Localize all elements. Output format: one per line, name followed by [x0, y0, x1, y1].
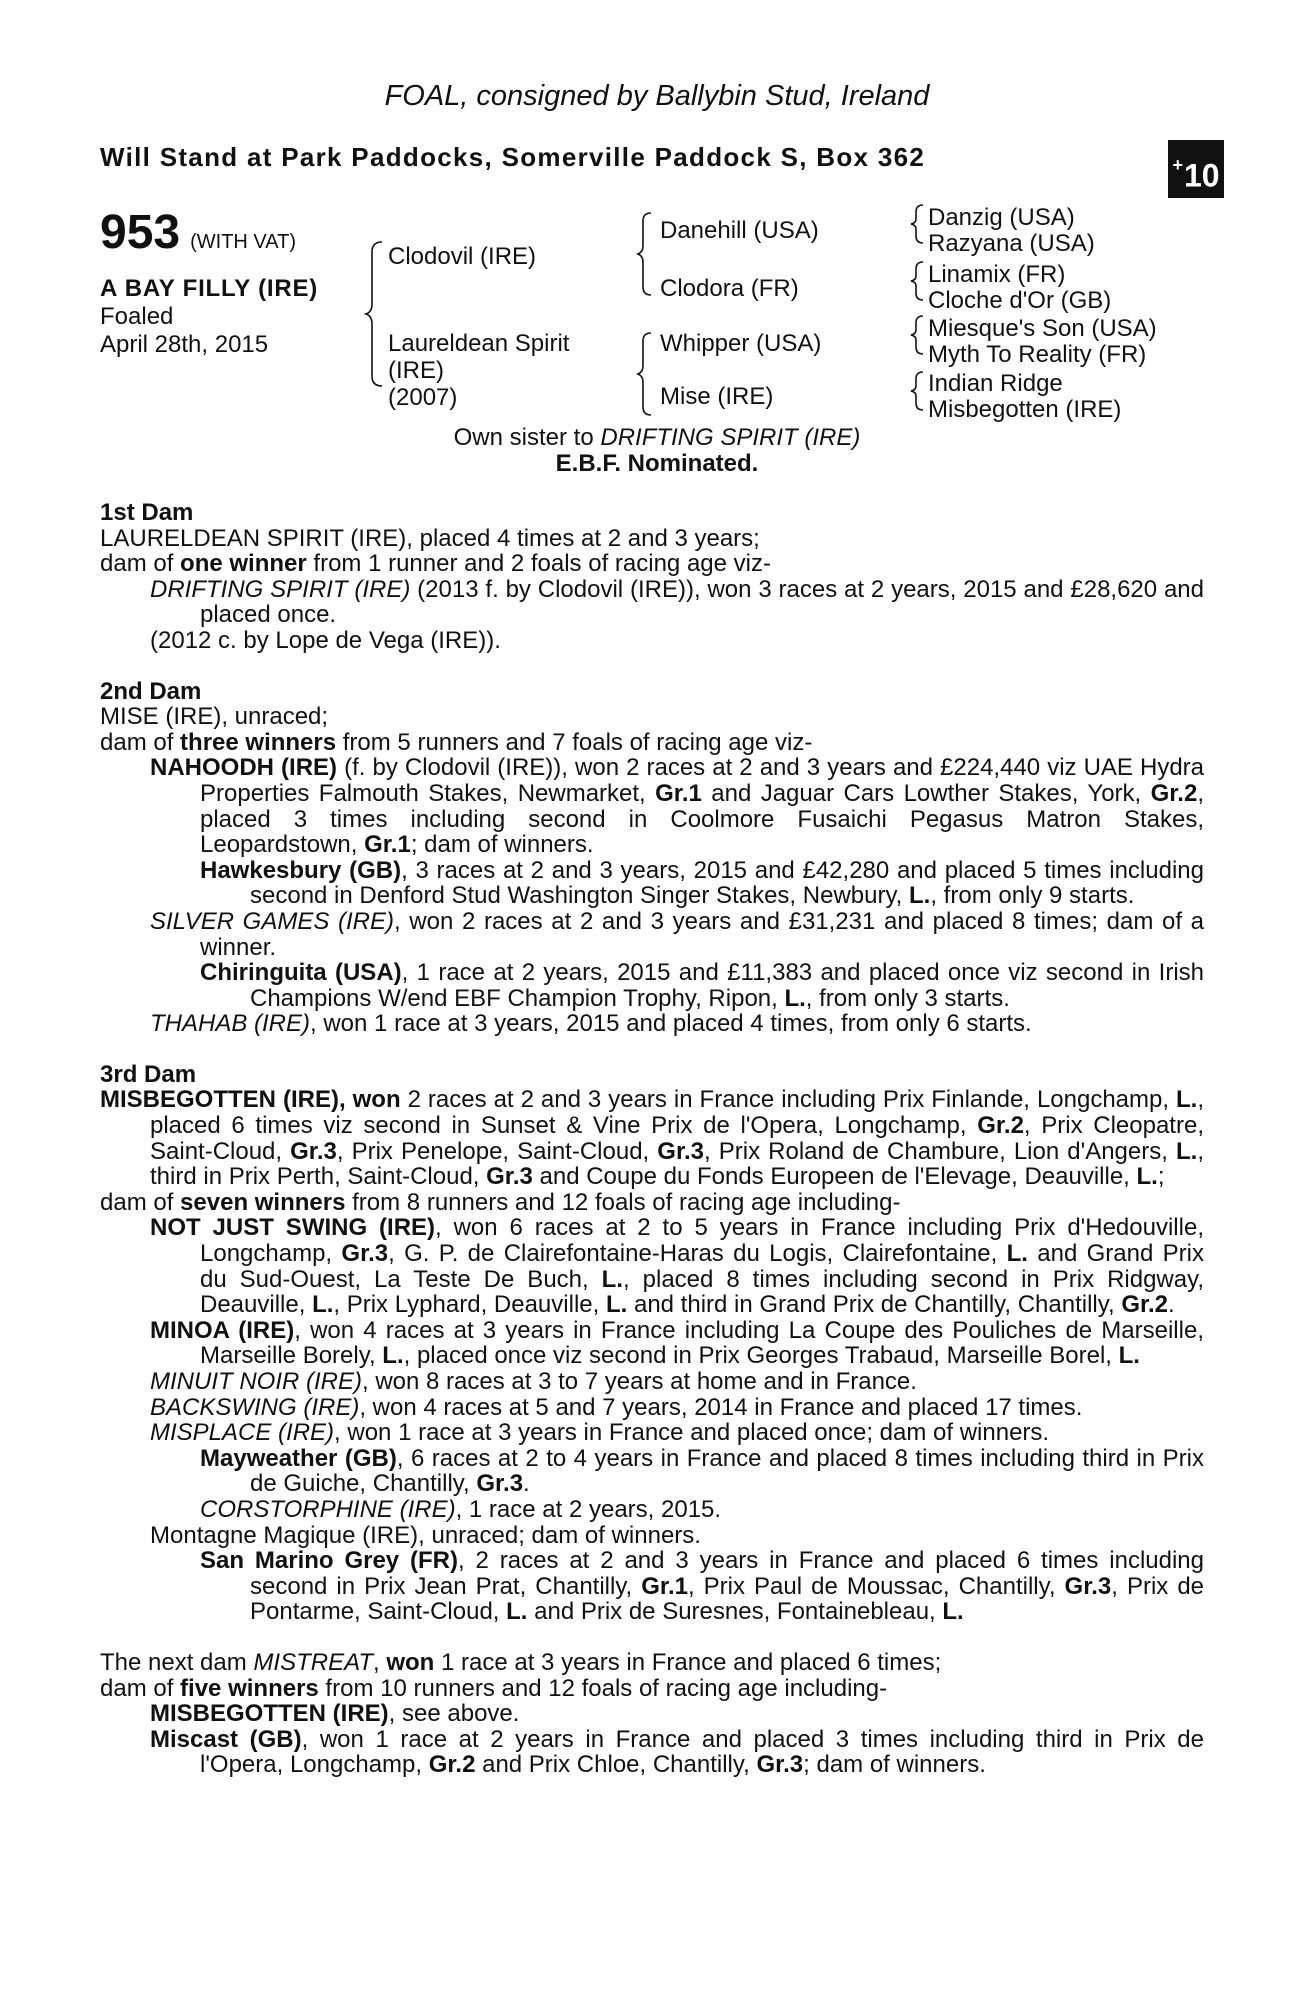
next-dam-line: The next dam MISTREAT, won 1 race at 3 years in France and placed 6 times;: [100, 1648, 942, 1676]
catalogue-body: [100, 500, 1204, 1778]
list-item: MINUIT NOIR (IRE), won 8 races at 3 to 7 years at home and in France.: [150, 1368, 917, 1395]
pedigree-g3-7: Indian Ridge: [928, 370, 1063, 397]
list-item: THAHAB (IRE), won 1 race at 3 years, 2015 and placed 4 times, from only 6 starts.: [150, 1010, 1032, 1038]
first-dam-heading: 1st Dam: [100, 499, 194, 526]
second-dam-produce: dam of three winners from 5 runners and 7 foals of racing age viz-: [100, 728, 813, 756]
list-item: SILVER GAMES (IRE), won 2 races at 2 and 3 years and £31,231 and placed 8 times; dam of a winner.: [150, 907, 1204, 961]
pedigree-dam-dam: Mise (IRE): [660, 383, 774, 410]
list-item: MINOA (IRE), won 4 races at 3 years in France including La Coupe des Pouliches de Marseille, Marseille Borely, L., placed once viz second in Prix Georges Trabaud, Marseille Borel, L.: [150, 1316, 1204, 1370]
list-item: Hawkesbury (GB), 3 races at 2 and 3 years, 2015 and £42,280 and placed 5 times including second in Denford Stud Washington Singer Stakes, Newbury, L., from only 9 starts.: [200, 856, 1204, 910]
list-item: NAHOODH (IRE) (f. by Clodovil (IRE)), won 2 races at 2 and 3 years and £224,440 viz UAE Hydra Properties Falmouth Stakes, Newmarket, Gr.1 and Jaguar Cars Lowther Stakes, York, Gr.2, placed 3 times including second in Coolmore Fusaichi Pegasus Matron Stakes, Leopardstown, Gr.1; dam of winners.: [150, 754, 1205, 859]
second-dam-heading: 2nd Dam: [100, 677, 202, 705]
third-dam-produce: dam of seven winners from 8 runners and 12 foals of racing age including-: [100, 1188, 901, 1216]
third-dam-heading: 3rd Dam: [100, 1060, 197, 1088]
pedigree-g3-1: Danzig (USA): [928, 204, 1075, 231]
page-badge: +10: [1168, 140, 1224, 198]
list-item: MISPLACE (IRE), won 1 race at 3 years in France and placed once; dam of winners.: [150, 1419, 1050, 1447]
next-dam-produce: dam of five winners from 10 runners and 12 foals of racing age including-: [100, 1674, 888, 1702]
pedigree-dam: Laureldean Spirit (IRE) (2007): [388, 330, 570, 411]
list-item: MISBEGOTTEN (IRE), see above.: [150, 1700, 520, 1728]
pedigree-dam-sire: Whipper (USA): [660, 330, 822, 357]
page-title: FOAL, consigned by Ballybin Stud, Ireland: [384, 80, 930, 112]
own-sister-note: Own sister to DRIFTING SPIRIT (IRE): [453, 424, 861, 451]
first-dam-foal-2: (2012 c. by Lope de Vega (IRE)).: [150, 626, 501, 654]
list-item: CORSTORPHINE (IRE), 1 race at 2 years, 2015.: [200, 1495, 722, 1523]
pedigree-g3-8: Misbegotten (IRE): [928, 396, 1122, 423]
pedigree-braces: [0, 0, 1314, 440]
first-dam-foal-1: DRIFTING SPIRIT (IRE) (2013 f. by Clodovil (IRE)), won 3 races at 2 years, 2015 and £28,620 and placed once.: [150, 575, 1205, 629]
list-item: San Marino Grey (FR), 2 races at 2 and 3 years in France and placed 6 times including second in Prix Jean Prat, Chantilly, Gr.1, Prix Paul de Moussac, Chantilly, Gr.3, Prix de Pontarme, Saint-Cloud, L. and Prix de Suresnes, Fontainebleau, L.: [200, 1547, 1205, 1626]
pedigree-sire-sire: Danehill (USA): [660, 217, 819, 244]
pedigree-sire: Clodovil (IRE): [388, 243, 537, 270]
list-item: Montagne Magique (IRE), unraced; dam of winners.: [150, 1521, 701, 1549]
second-dam-line: MISE (IRE), unraced;: [100, 703, 329, 731]
list-item: NOT JUST SWING (IRE), won 6 races at 2 to 5 years in France including Prix d'Hedouville, Longchamp, Gr.3, G. P. de Clairefontaine-Haras du Logis, Clairefontaine, L. and Grand Prix du Sud-Ouest, La Teste De Buch, L., placed 8 times including second in Prix Ridgway, Deauville, L., Prix Lyphard, Deauville, L. and third in Grand Prix de Chantilly, Chantilly, Gr.2.: [150, 1214, 1205, 1319]
list-item: Chiringuita (USA), 1 race at 2 years, 2015 and £11,383 and placed once viz second in Irish Champions W/end EBF Champion Trophy, Ripon, L., from only 3 starts.: [200, 959, 1205, 1012]
vat-note: (WITH VAT): [190, 231, 296, 253]
pedigree-g3-2: Razyana (USA): [928, 230, 1095, 257]
horse-name: A BAY FILLY (IRE): [100, 275, 319, 302]
first-dam-line: LAURELDEAN SPIRIT (IRE), placed 4 times at 2 and 3 years;: [100, 524, 760, 552]
lot-number: 953: [100, 206, 181, 259]
pedigree-g3-3: Linamix (FR): [928, 261, 1066, 288]
pedigree-g3-6: Myth To Reality (FR): [928, 341, 1147, 368]
stand-location: Will Stand at Park Paddocks, Somerville Paddock S, Box 362: [100, 142, 926, 172]
third-dam-line: MISBEGOTTEN (IRE), won 2 races at 2 and 3 years in France including Prix Finlande, Longchamp, L., placed 6 times viz second in Sunset & Vine Prix de l'Opera, Longchamp, Gr.2, Prix Cleopatre, Saint-Cloud, Gr.3, Prix Penelope, Saint-Cloud, Gr.3, Prix Roland de Chambure, Lion d'Angers, L., third in Prix Perth, Saint-Cloud, Gr.3 and Coupe du Fonds Europeen de l'Elevage, Deauville, L.;: [100, 1086, 1205, 1191]
pedigree-g3-5: Miesque's Son (USA): [928, 315, 1157, 342]
first-dam-produce: dam of one winner from 1 runner and 2 foals of racing age viz-: [100, 550, 771, 578]
list-item: Mayweather (GB), 6 races at 2 to 4 years in France and placed 8 times including third in Prix de Guiche, Chantilly, Gr.3.: [200, 1444, 1205, 1498]
pedigree-g3-4: Cloche d'Or (GB): [928, 287, 1112, 314]
pedigree-sire-dam: Clodora (FR): [660, 275, 799, 302]
foaled-info: Foaled April 28th, 2015: [100, 303, 269, 358]
ebf-nominated: E.B.F. Nominated.: [555, 450, 759, 477]
list-item: Miscast (GB), won 1 race at 2 years in France and placed 3 times including third in Prix de l'Opera, Longchamp, Gr.2 and Prix Chloe, Chantilly, Gr.3; dam of winners.: [150, 1725, 1205, 1779]
list-item: BACKSWING (IRE), won 4 races at 5 and 7 years, 2014 in France and placed 17 times.: [150, 1393, 1083, 1421]
